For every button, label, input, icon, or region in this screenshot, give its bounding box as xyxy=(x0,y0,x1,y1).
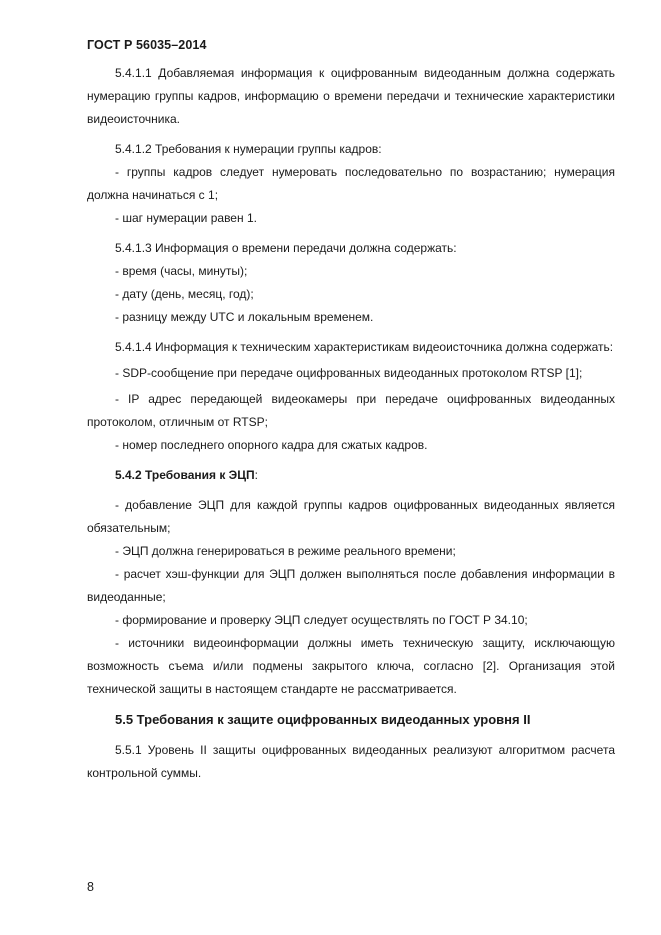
page-number: 8 xyxy=(87,880,94,894)
heading-5-4-2-text: 5.4.2 Требования к ЭЦП xyxy=(115,468,255,482)
list-item-ecp-mandatory: - добавление ЭЦП для каждой группы кадров оцифрованных видеоданных является обязательным; xyxy=(87,498,615,535)
heading-5-4-2-colon: : xyxy=(254,468,258,482)
list-item-hash-function: - расчет хэш-функции для ЭЦП должен выполняться после добавления информации в видеоданные; xyxy=(87,567,615,604)
list-item-date: - дату (день, месяц, год); xyxy=(115,287,254,301)
list-item-group-numbering: - группы кадров следует нумеровать последовательно по возрастанию; нумерация должна начинаться с 1; xyxy=(87,165,615,202)
list-item-utc-difference: - разницу между UTC и локальным временем. xyxy=(115,310,374,324)
paragraph-5-4-1-1: 5.4.1.1 Добавляемая информация к оцифрованным видеоданным должна содержать нумерацию группы кадров, информацию о времени передачи и технические характеристики видеоисточника. xyxy=(87,66,615,126)
paragraph-5-4-1-2: 5.4.1.2 Требования к нумерации группы кадров: xyxy=(115,142,382,156)
paragraph-5-4-1-3: 5.4.1.3 Информация о времени передачи должна содержать: xyxy=(115,241,457,255)
list-item-ecp-gost: - формирование и проверку ЭЦП следует осуществлять по ГОСТ Р 34.10; xyxy=(115,613,528,627)
list-item-technical-protection: - источники видеоинформации должны иметь техническую защиту, исключающую возможность съема и/или подмены закрытого ключа, согласно [2]. Организация этой технической защиты в настоящем стандарте не рассматривается. xyxy=(87,636,615,696)
list-item-ip-address: - IP адрес передающей видеокамеры при передаче оцифрованных видеоданных протоколом, отличным от RTSP; xyxy=(87,392,615,429)
list-item-numbering-step: - шаг нумерации равен 1. xyxy=(115,211,257,225)
paragraph-5-4-1-4: 5.4.1.4 Информация к техническим характеристикам видеоисточника должна содержать: xyxy=(115,340,614,354)
list-item-time: - время (часы, минуты); xyxy=(115,264,248,278)
list-item-sdp-message: - SDP-сообщение при передаче оцифрованных видеоданных протоколом RTSP [1]; xyxy=(115,366,583,380)
heading-5-5: 5.5 Требования к защите оцифрованных видеоданных уровня II xyxy=(115,712,531,727)
list-item-keyframe-number: - номер последнего опорного кадра для сжатых кадров. xyxy=(115,438,428,452)
document-standard-header: ГОСТ Р 56035–2014 xyxy=(87,38,207,52)
heading-5-4-2 xyxy=(87,464,615,487)
list-item-ecp-realtime: - ЭЦП должна генерироваться в режиме реального времени; xyxy=(115,544,456,558)
paragraph-5-5-1: 5.5.1 Уровень II защиты оцифрованных видеоданных реализуют алгоритмом расчета контрольной суммы. xyxy=(87,743,615,780)
document-body xyxy=(87,62,615,785)
